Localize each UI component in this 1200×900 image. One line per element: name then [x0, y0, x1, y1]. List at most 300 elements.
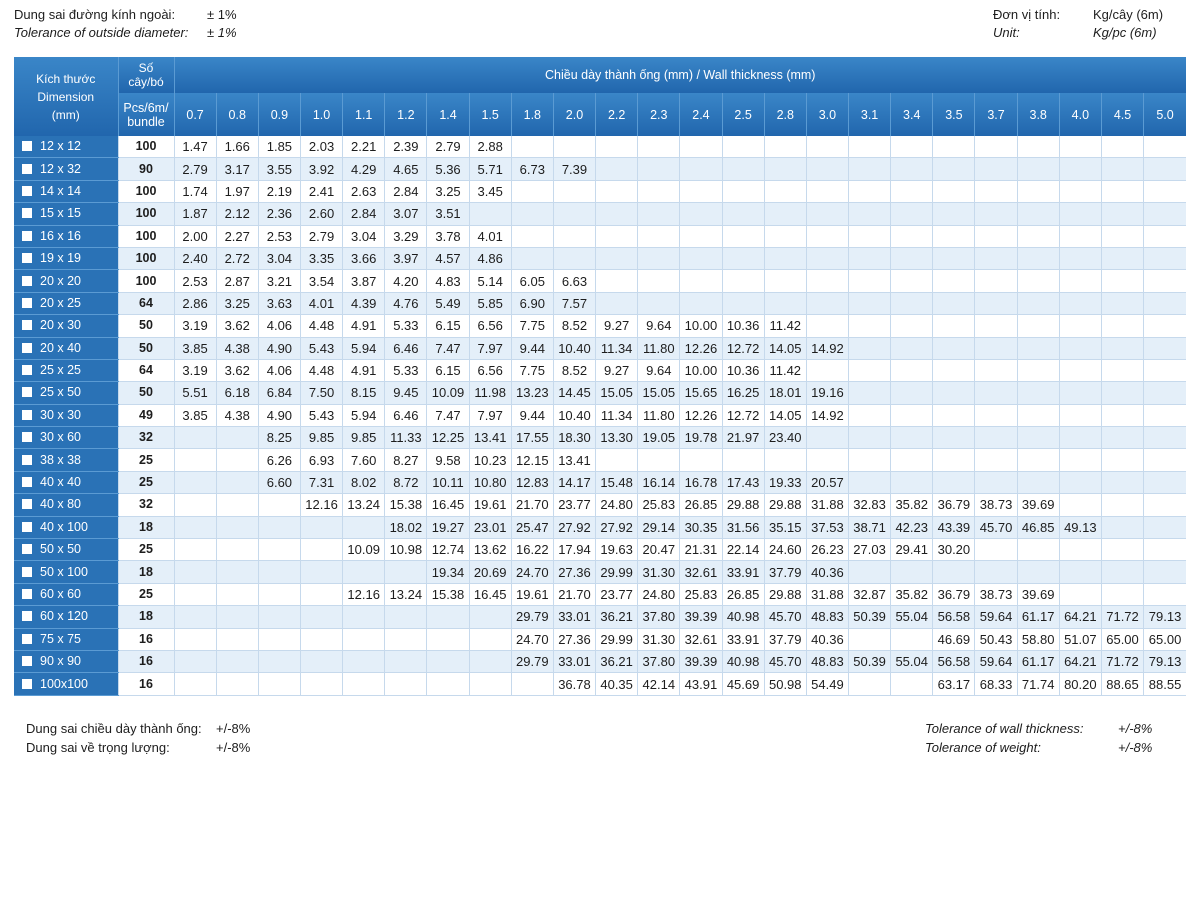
table-row	[14, 203, 1186, 225]
table-body	[14, 136, 1186, 695]
weight-cell	[891, 180, 933, 202]
weight-cell	[638, 292, 680, 314]
weight-cell: 29.99	[596, 561, 638, 583]
weight-cell	[849, 292, 891, 314]
weight-cell: 8.52	[553, 315, 595, 337]
weight-cell: 46.69	[933, 628, 975, 650]
dimension-label: 20 x 30	[40, 318, 82, 333]
weight-cell: 7.97	[469, 404, 511, 426]
thickness-header: Chiều dày thành ống (mm) / Wall thickness (mm)	[174, 57, 1186, 93]
weight-cell	[596, 225, 638, 247]
weight-cell	[1017, 449, 1059, 471]
weight-cell	[975, 337, 1017, 359]
weight-cell	[764, 449, 806, 471]
weight-cell: 19.05	[638, 427, 680, 449]
tol-weight-vi-label: Dung sai về trọng lượng:	[26, 740, 170, 755]
dimension-cell	[14, 203, 118, 225]
weight-cell	[216, 628, 258, 650]
weight-cell: 2.88	[469, 136, 511, 158]
pcs-per-bundle-cell: 100	[118, 180, 174, 202]
weight-cell: 11.34	[596, 337, 638, 359]
weight-cell	[258, 583, 300, 605]
thickness-col-header: 2.3	[638, 93, 680, 136]
weight-cell: 15.05	[638, 382, 680, 404]
weight-cell	[174, 628, 216, 650]
weight-cell: 20.69	[469, 561, 511, 583]
weight-cell	[1059, 292, 1101, 314]
weight-cell	[1059, 337, 1101, 359]
weight-cell: 4.29	[343, 158, 385, 180]
weight-cell: 9.64	[638, 315, 680, 337]
thickness-col-header: 1.1	[343, 93, 385, 136]
weight-cell	[596, 247, 638, 269]
weight-cell	[891, 292, 933, 314]
weight-cell: 4.48	[300, 359, 342, 381]
weight-cell: 12.74	[427, 539, 469, 561]
weight-cell: 9.85	[343, 427, 385, 449]
thickness-col-header: 3.0	[806, 93, 848, 136]
dimension-label: 30 x 30	[40, 407, 82, 422]
weight-cell: 27.36	[553, 561, 595, 583]
weight-cell	[1101, 583, 1143, 605]
weight-cell	[216, 427, 258, 449]
weight-cell: 46.85	[1017, 516, 1059, 538]
dimension-label: 50 x 100	[40, 564, 88, 579]
thickness-col-header: 0.8	[216, 93, 258, 136]
weight-cell	[216, 561, 258, 583]
weight-cell	[1144, 136, 1186, 158]
weight-cell	[849, 359, 891, 381]
weight-cell	[933, 359, 975, 381]
weight-cell: 21.70	[553, 583, 595, 605]
square-bullet-icon	[22, 522, 32, 532]
weight-cell: 36.21	[596, 650, 638, 672]
weight-cell: 10.09	[343, 539, 385, 561]
weight-cell	[891, 382, 933, 404]
weight-table	[14, 57, 1186, 696]
table-row	[14, 382, 1186, 404]
pcs-header-en	[118, 93, 174, 136]
weight-cell: 35.15	[764, 516, 806, 538]
tolerance-od-vi-value: ± 1%	[207, 7, 237, 22]
weight-cell	[806, 270, 848, 292]
weight-cell: 40.98	[722, 650, 764, 672]
weight-cell	[300, 561, 342, 583]
weight-cell: 14.92	[806, 404, 848, 426]
weight-cell: 32.83	[849, 494, 891, 516]
weight-cell: 23.40	[764, 427, 806, 449]
table-row	[14, 225, 1186, 247]
thickness-col-header: 1.4	[427, 93, 469, 136]
weight-cell: 56.58	[933, 650, 975, 672]
weight-cell	[849, 270, 891, 292]
weight-cell: 6.26	[258, 449, 300, 471]
dimension-label: 75 x 75	[40, 631, 82, 646]
weight-cell: 55.04	[891, 650, 933, 672]
weight-cell: 20.57	[806, 471, 848, 493]
table-row	[14, 270, 1186, 292]
weight-cell: 10.23	[469, 449, 511, 471]
weight-cell: 33.91	[722, 561, 764, 583]
weight-cell: 22.14	[722, 539, 764, 561]
pcs-header-vi-2: cây/bó	[128, 75, 164, 89]
pcs-per-bundle-cell: 16	[118, 650, 174, 672]
table-row	[14, 561, 1186, 583]
weight-cell: 37.79	[764, 561, 806, 583]
weight-cell	[891, 203, 933, 225]
weight-cell: 19.61	[469, 494, 511, 516]
weight-cell	[1059, 471, 1101, 493]
thickness-col-header: 3.1	[849, 93, 891, 136]
weight-cell: 18.02	[385, 516, 427, 538]
weight-cell: 3.78	[427, 225, 469, 247]
weight-cell: 7.75	[511, 315, 553, 337]
weight-cell: 12.72	[722, 337, 764, 359]
weight-cell: 59.64	[975, 650, 1017, 672]
weight-cell	[385, 606, 427, 628]
weight-cell: 33.01	[553, 606, 595, 628]
weight-cell	[1144, 158, 1186, 180]
square-bullet-icon	[22, 141, 32, 151]
weight-cell: 12.15	[511, 449, 553, 471]
weight-cell	[216, 494, 258, 516]
weight-cell: 11.42	[764, 359, 806, 381]
weight-cell	[427, 650, 469, 672]
weight-cell	[849, 628, 891, 650]
weight-cell	[258, 561, 300, 583]
pcs-per-bundle-cell: 100	[118, 203, 174, 225]
weight-cell	[680, 180, 722, 202]
weight-cell	[1059, 158, 1101, 180]
weight-cell	[764, 203, 806, 225]
weight-cell	[511, 247, 553, 269]
weight-cell	[174, 606, 216, 628]
table-row	[14, 494, 1186, 516]
weight-cell: 5.33	[385, 359, 427, 381]
weight-cell	[1101, 494, 1143, 516]
weight-cell	[638, 247, 680, 269]
weight-cell: 5.51	[174, 382, 216, 404]
weight-cell	[806, 180, 848, 202]
weight-cell	[1144, 449, 1186, 471]
weight-cell: 16.14	[638, 471, 680, 493]
tol-wall-en-label: Tolerance of wall thickness:	[925, 721, 1084, 736]
weight-cell: 6.18	[216, 382, 258, 404]
square-bullet-icon	[22, 567, 32, 577]
pcs-per-bundle-cell: 100	[118, 136, 174, 158]
weight-cell: 61.17	[1017, 606, 1059, 628]
pcs-per-bundle-cell: 25	[118, 449, 174, 471]
weight-cell: 4.06	[258, 315, 300, 337]
weight-cell	[216, 650, 258, 672]
tolerance-od-en-label: Tolerance of outside diameter:	[14, 25, 189, 40]
dimension-label: 20 x 20	[40, 273, 82, 288]
weight-cell: 16.78	[680, 471, 722, 493]
weight-cell	[933, 180, 975, 202]
weight-cell	[680, 203, 722, 225]
weight-cell	[1144, 516, 1186, 538]
weight-cell	[174, 471, 216, 493]
pcs-per-bundle-cell: 100	[118, 270, 174, 292]
weight-cell	[1017, 359, 1059, 381]
weight-cell: 4.48	[300, 315, 342, 337]
weight-cell	[806, 359, 848, 381]
weight-cell	[975, 136, 1017, 158]
pcs-per-bundle-cell: 25	[118, 583, 174, 605]
weight-cell	[680, 292, 722, 314]
weight-cell: 35.82	[891, 583, 933, 605]
weight-cell: 49.13	[1059, 516, 1101, 538]
weight-cell: 10.09	[427, 382, 469, 404]
weight-cell	[722, 449, 764, 471]
weight-cell: 3.45	[469, 180, 511, 202]
weight-cell: 31.88	[806, 494, 848, 516]
unit-en-value: Kg/pc (6m)	[1093, 25, 1157, 40]
dimension-cell	[14, 606, 118, 628]
weight-cell	[174, 516, 216, 538]
weight-cell	[1101, 382, 1143, 404]
weight-cell: 8.15	[343, 382, 385, 404]
weight-cell: 4.01	[469, 225, 511, 247]
weight-cell: 26.85	[722, 583, 764, 605]
dimension-cell	[14, 270, 118, 292]
dimension-label: 14 x 14	[40, 183, 82, 198]
weight-cell: 3.19	[174, 315, 216, 337]
weight-cell	[1144, 471, 1186, 493]
weight-cell	[300, 583, 342, 605]
weight-cell	[975, 292, 1017, 314]
square-bullet-icon	[22, 589, 32, 599]
dimension-cell	[14, 561, 118, 583]
weight-cell	[469, 673, 511, 695]
weight-cell: 7.47	[427, 404, 469, 426]
weight-cell: 48.83	[806, 650, 848, 672]
weight-cell	[174, 449, 216, 471]
weight-cell	[216, 583, 258, 605]
pcs-per-bundle-cell: 90	[118, 158, 174, 180]
thickness-col-header: 5.0	[1144, 93, 1186, 136]
weight-cell	[891, 449, 933, 471]
weight-cell: 3.62	[216, 359, 258, 381]
tol-wall-en-value: +/-8%	[1118, 721, 1153, 736]
square-bullet-icon	[22, 656, 32, 666]
dimension-cell	[14, 404, 118, 426]
weight-cell	[216, 673, 258, 695]
weight-cell	[1017, 471, 1059, 493]
weight-cell: 3.21	[258, 270, 300, 292]
table-row	[14, 539, 1186, 561]
weight-cell	[806, 292, 848, 314]
weight-cell	[385, 673, 427, 695]
weight-cell	[975, 427, 1017, 449]
weight-cell: 3.51	[427, 203, 469, 225]
weight-cell	[596, 180, 638, 202]
weight-cell: 3.07	[385, 203, 427, 225]
weight-cell: 12.16	[343, 583, 385, 605]
pcs-per-bundle-cell: 32	[118, 427, 174, 449]
weight-cell	[1059, 539, 1101, 561]
weight-cell	[300, 539, 342, 561]
weight-cell: 11.42	[764, 315, 806, 337]
weight-cell: 18.01	[764, 382, 806, 404]
weight-cell: 37.80	[638, 606, 680, 628]
weight-cell	[638, 449, 680, 471]
weight-cell: 88.55	[1144, 673, 1186, 695]
weight-cell: 4.57	[427, 247, 469, 269]
weight-cell	[1144, 404, 1186, 426]
weight-cell	[1144, 315, 1186, 337]
weight-cell: 39.39	[680, 650, 722, 672]
weight-cell	[1144, 337, 1186, 359]
weight-cell	[722, 136, 764, 158]
weight-cell	[1144, 247, 1186, 269]
weight-cell	[1017, 247, 1059, 269]
weight-cell	[300, 650, 342, 672]
square-bullet-icon	[22, 455, 32, 465]
square-bullet-icon	[22, 298, 32, 308]
weight-cell	[1101, 561, 1143, 583]
square-bullet-icon	[22, 432, 32, 442]
weight-cell	[1101, 404, 1143, 426]
weight-cell: 29.88	[722, 494, 764, 516]
square-bullet-icon	[22, 231, 32, 241]
weight-cell	[975, 225, 1017, 247]
thickness-col-header: 1.5	[469, 93, 511, 136]
square-bullet-icon	[22, 499, 32, 509]
weight-cell	[638, 225, 680, 247]
weight-cell: 10.98	[385, 539, 427, 561]
weight-cell	[680, 136, 722, 158]
dimension-cell	[14, 225, 118, 247]
thickness-col-header: 4.0	[1059, 93, 1101, 136]
weight-cell	[596, 136, 638, 158]
weight-cell: 19.33	[764, 471, 806, 493]
weight-cell	[933, 427, 975, 449]
weight-cell: 9.45	[385, 382, 427, 404]
weight-cell: 64.21	[1059, 650, 1101, 672]
weight-cell: 12.16	[300, 494, 342, 516]
weight-cell: 9.58	[427, 449, 469, 471]
pcs-per-bundle-cell: 50	[118, 382, 174, 404]
pcs-header-en-2: bundle	[127, 114, 165, 129]
weight-cell	[975, 382, 1017, 404]
weight-cell	[258, 650, 300, 672]
weight-cell	[933, 449, 975, 471]
table-row	[14, 180, 1186, 202]
weight-cell	[891, 561, 933, 583]
table-row	[14, 292, 1186, 314]
weight-cell	[216, 606, 258, 628]
weight-cell: 1.47	[174, 136, 216, 158]
weight-cell: 39.69	[1017, 583, 1059, 605]
weight-cell: 31.56	[722, 516, 764, 538]
weight-cell: 11.34	[596, 404, 638, 426]
weight-cell	[638, 270, 680, 292]
weight-cell: 19.34	[427, 561, 469, 583]
table-row	[14, 516, 1186, 538]
weight-cell	[174, 673, 216, 695]
weight-cell: 10.00	[680, 359, 722, 381]
weight-cell	[385, 561, 427, 583]
weight-cell: 33.91	[722, 628, 764, 650]
table-row	[14, 359, 1186, 381]
weight-cell: 36.78	[553, 673, 595, 695]
weight-cell: 12.26	[680, 337, 722, 359]
weight-cell	[933, 225, 975, 247]
weight-cell	[806, 449, 848, 471]
weight-cell: 6.90	[511, 292, 553, 314]
weight-cell: 56.58	[933, 606, 975, 628]
dimension-header-unit: (mm)	[51, 107, 80, 122]
weight-cell	[596, 158, 638, 180]
weight-cell	[680, 449, 722, 471]
weight-cell	[553, 180, 595, 202]
weight-cell: 50.98	[764, 673, 806, 695]
weight-cell: 6.60	[258, 471, 300, 493]
weight-cell	[849, 180, 891, 202]
weight-cell: 26.23	[806, 539, 848, 561]
weight-cell: 3.04	[343, 225, 385, 247]
weight-cell: 6.63	[553, 270, 595, 292]
weight-cell: 3.17	[216, 158, 258, 180]
weight-cell	[596, 292, 638, 314]
weight-cell	[1101, 136, 1143, 158]
weight-cell	[1101, 471, 1143, 493]
weight-cell	[764, 158, 806, 180]
weight-cell	[975, 449, 1017, 471]
weight-cell: 2.79	[174, 158, 216, 180]
weight-cell: 13.30	[596, 427, 638, 449]
weight-cell: 3.66	[343, 247, 385, 269]
weight-cell	[849, 225, 891, 247]
weight-cell	[806, 136, 848, 158]
weight-cell: 6.84	[258, 382, 300, 404]
weight-cell: 79.13	[1144, 606, 1186, 628]
weight-cell	[1017, 539, 1059, 561]
weight-cell	[849, 247, 891, 269]
dimension-header	[14, 57, 118, 136]
weight-cell	[933, 382, 975, 404]
weight-cell	[469, 650, 511, 672]
weight-cell	[1144, 292, 1186, 314]
table-row	[14, 650, 1186, 672]
weight-cell: 2.53	[174, 270, 216, 292]
tol-weight-en-value: +/-8%	[1118, 740, 1153, 755]
weight-cell: 2.41	[300, 180, 342, 202]
pcs-per-bundle-cell: 18	[118, 606, 174, 628]
weight-cell: 8.52	[553, 359, 595, 381]
weight-cell	[975, 247, 1017, 269]
weight-cell: 37.53	[806, 516, 848, 538]
weight-cell: 5.33	[385, 315, 427, 337]
weight-cell: 5.94	[343, 404, 385, 426]
weight-cell: 16.45	[469, 583, 511, 605]
weight-cell: 71.74	[1017, 673, 1059, 695]
weight-cell	[1101, 158, 1143, 180]
weight-cell	[891, 673, 933, 695]
weight-cell	[1059, 225, 1101, 247]
weight-cell: 9.64	[638, 359, 680, 381]
weight-cell: 12.83	[511, 471, 553, 493]
square-bullet-icon	[22, 208, 32, 218]
weight-cell	[1144, 225, 1186, 247]
weight-cell	[300, 516, 342, 538]
weight-cell	[1017, 158, 1059, 180]
thickness-col-header: 3.5	[933, 93, 975, 136]
weight-cell	[1059, 270, 1101, 292]
weight-cell: 68.33	[975, 673, 1017, 695]
weight-cell: 5.43	[300, 404, 342, 426]
